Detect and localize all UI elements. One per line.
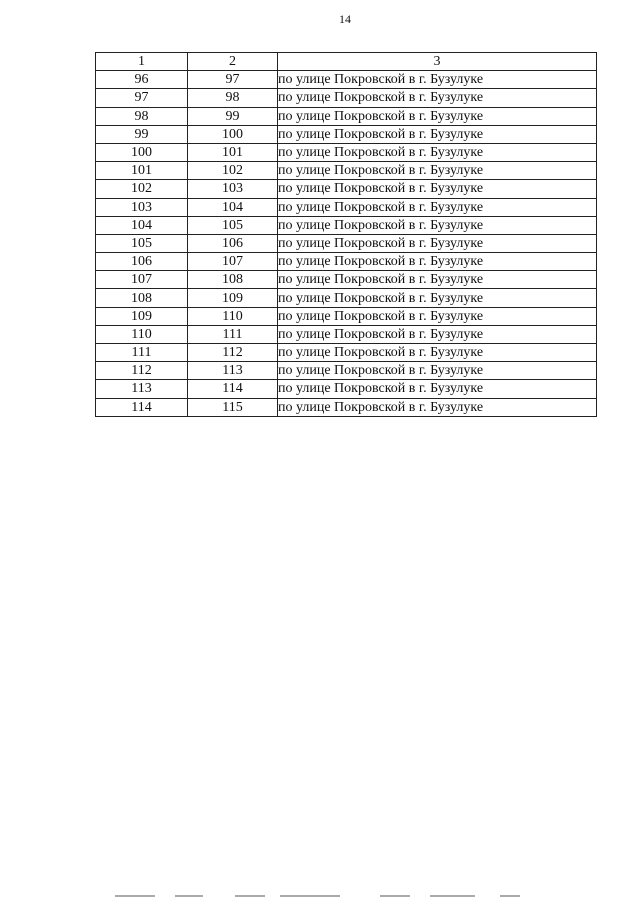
scan-artifact-mark <box>380 895 410 897</box>
row-number-next-cell: 103 <box>188 180 278 198</box>
row-number-next-cell: 106 <box>188 234 278 252</box>
row-number-cell: 106 <box>96 253 188 271</box>
data-table <box>95 52 597 417</box>
scan-artifact-mark <box>175 895 203 897</box>
row-number-next-cell: 98 <box>188 89 278 107</box>
table-row <box>96 107 597 125</box>
row-number-cell: 99 <box>96 125 188 143</box>
table-body <box>96 71 597 417</box>
row-description-cell: по улице Покровской в г. Бузулуке <box>278 125 597 143</box>
row-number-next-cell: 104 <box>188 198 278 216</box>
row-description-cell: по улице Покровской в г. Бузулуке <box>278 325 597 343</box>
row-number-cell: 112 <box>96 362 188 380</box>
table-row <box>96 162 597 180</box>
table-row <box>96 380 597 398</box>
row-number-next-cell: 111 <box>188 325 278 343</box>
row-number-next-cell: 113 <box>188 362 278 380</box>
row-number-next-cell: 108 <box>188 271 278 289</box>
row-number-cell: 100 <box>96 143 188 161</box>
row-description-cell: по улице Покровской в г. Бузулуке <box>278 307 597 325</box>
scan-artifact-mark <box>430 895 475 897</box>
row-description-cell: по улице Покровской в г. Бузулуке <box>278 344 597 362</box>
row-number-cell: 114 <box>96 398 188 416</box>
row-number-cell: 97 <box>96 89 188 107</box>
scan-artifact-mark <box>500 895 520 897</box>
row-number-next-cell: 110 <box>188 307 278 325</box>
row-description-cell: по улице Покровской в г. Бузулуке <box>278 271 597 289</box>
row-number-next-cell: 112 <box>188 344 278 362</box>
table-row <box>96 234 597 252</box>
row-description-cell: по улице Покровской в г. Бузулуке <box>278 143 597 161</box>
table-row <box>96 307 597 325</box>
table-row <box>96 216 597 234</box>
table-row <box>96 325 597 343</box>
table-row <box>96 143 597 161</box>
row-number-next-cell: 99 <box>188 107 278 125</box>
row-description-cell: по улице Покровской в г. Бузулуке <box>278 362 597 380</box>
scan-artifact-mark <box>235 895 265 897</box>
table-row <box>96 289 597 307</box>
row-description-cell: по улице Покровской в г. Бузулуке <box>278 398 597 416</box>
row-number-next-cell: 115 <box>188 398 278 416</box>
row-number-cell: 105 <box>96 234 188 252</box>
table-row <box>96 180 597 198</box>
row-description-cell: по улице Покровской в г. Бузулуке <box>278 180 597 198</box>
row-description-cell: по улице Покровской в г. Бузулуке <box>278 162 597 180</box>
row-description-cell: по улице Покровской в г. Бузулуке <box>278 216 597 234</box>
row-description-cell: по улице Покровской в г. Бузулуке <box>278 234 597 252</box>
row-number-next-cell: 102 <box>188 162 278 180</box>
page-number: 14 <box>339 12 351 26</box>
table-row <box>96 362 597 380</box>
table-row <box>96 271 597 289</box>
table-header-row <box>96 53 597 71</box>
row-number-next-cell: 97 <box>188 71 278 89</box>
table-row <box>96 125 597 143</box>
column-header-2: 2 <box>188 53 278 71</box>
row-number-next-cell: 105 <box>188 216 278 234</box>
row-description-cell: по улице Покровской в г. Бузулуке <box>278 107 597 125</box>
row-description-cell: по улице Покровской в г. Бузулуке <box>278 289 597 307</box>
column-header-1: 1 <box>96 53 188 71</box>
table-row <box>96 89 597 107</box>
row-number-cell: 104 <box>96 216 188 234</box>
row-number-cell: 96 <box>96 71 188 89</box>
table-row <box>96 253 597 271</box>
scan-artifact-mark <box>115 895 155 897</box>
row-description-cell: по улице Покровской в г. Бузулуке <box>278 198 597 216</box>
row-description-cell: по улице Покровской в г. Бузулуке <box>278 380 597 398</box>
row-description-cell: по улице Покровской в г. Бузулуке <box>278 71 597 89</box>
row-number-cell: 113 <box>96 380 188 398</box>
table-row <box>96 198 597 216</box>
row-number-next-cell: 100 <box>188 125 278 143</box>
row-number-cell: 98 <box>96 107 188 125</box>
column-header-3: 3 <box>278 53 597 71</box>
table-row <box>96 344 597 362</box>
row-number-next-cell: 107 <box>188 253 278 271</box>
table-row <box>96 398 597 416</box>
row-number-next-cell: 109 <box>188 289 278 307</box>
scan-artifact-mark <box>280 895 340 897</box>
row-description-cell: по улице Покровской в г. Бузулуке <box>278 253 597 271</box>
table-row <box>96 71 597 89</box>
row-number-next-cell: 101 <box>188 143 278 161</box>
row-number-cell: 101 <box>96 162 188 180</box>
row-number-cell: 110 <box>96 325 188 343</box>
row-number-cell: 102 <box>96 180 188 198</box>
row-number-cell: 103 <box>96 198 188 216</box>
row-number-cell: 107 <box>96 271 188 289</box>
row-number-cell: 111 <box>96 344 188 362</box>
row-number-cell: 109 <box>96 307 188 325</box>
row-description-cell: по улице Покровской в г. Бузулуке <box>278 89 597 107</box>
row-number-next-cell: 114 <box>188 380 278 398</box>
row-number-cell: 108 <box>96 289 188 307</box>
